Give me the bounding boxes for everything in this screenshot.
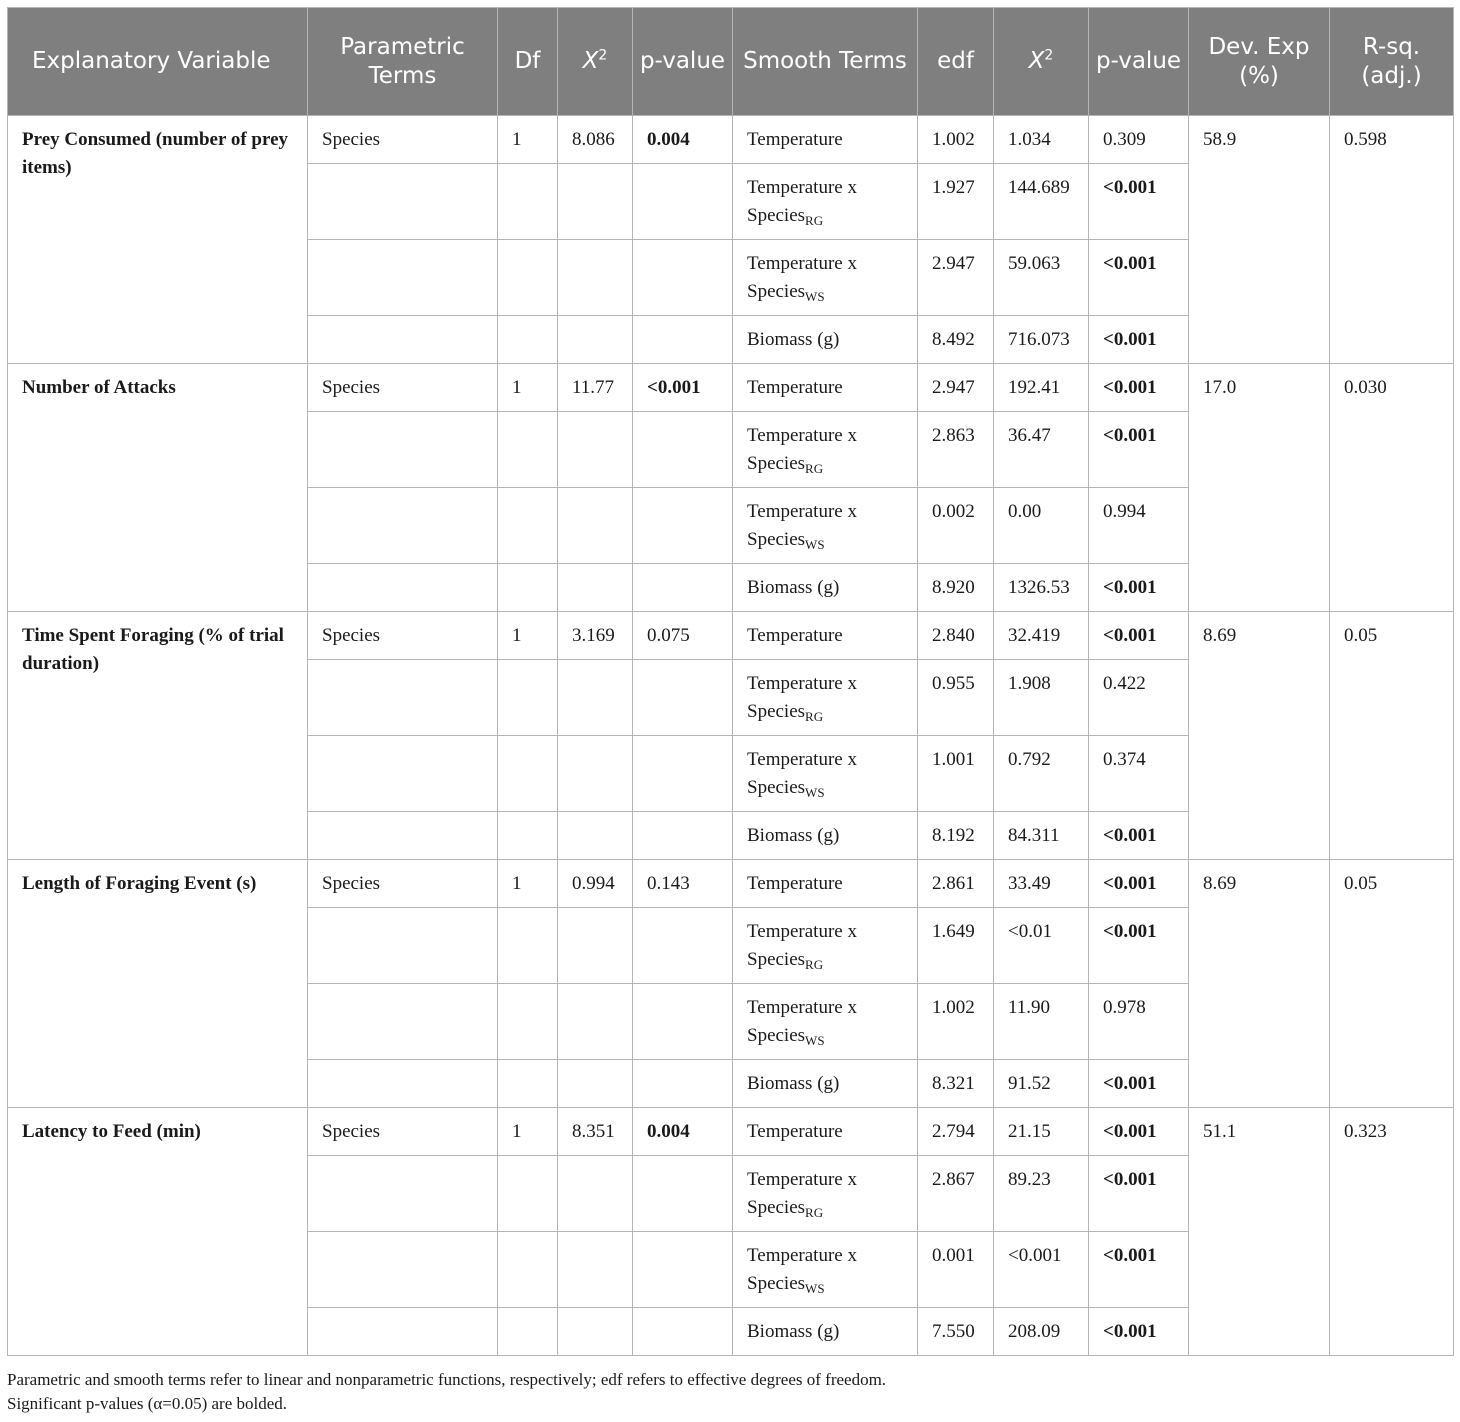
smooth-term-label: Temperature x Species bbox=[747, 501, 857, 550]
parametric-chi2 bbox=[558, 412, 633, 488]
smooth-chi2: 89.23 bbox=[994, 1156, 1089, 1232]
smooth-p-value: <0.001 bbox=[1089, 1308, 1189, 1356]
results-table bbox=[7, 7, 1454, 1356]
smooth-p-value: 0.374 bbox=[1089, 736, 1189, 812]
smooth-term bbox=[733, 488, 918, 564]
df-value bbox=[498, 736, 558, 812]
smooth-edf: 8.192 bbox=[918, 812, 994, 860]
species-subscript: WS bbox=[805, 785, 825, 800]
smooth-edf: 0.002 bbox=[918, 488, 994, 564]
smooth-chi2: 144.689 bbox=[994, 164, 1089, 240]
smooth-edf: 2.840 bbox=[918, 612, 994, 660]
parametric-term: Species bbox=[308, 612, 498, 660]
parametric-p-value bbox=[633, 908, 733, 984]
smooth-chi2: 1.034 bbox=[994, 116, 1089, 164]
smooth-p-value: <0.001 bbox=[1089, 564, 1189, 612]
table-row bbox=[8, 612, 1454, 660]
parametric-term: Species bbox=[308, 364, 498, 412]
smooth-p-value: <0.001 bbox=[1089, 364, 1189, 412]
parametric-term bbox=[308, 240, 498, 316]
parametric-chi2 bbox=[558, 1232, 633, 1308]
smooth-chi2: <0.01 bbox=[994, 908, 1089, 984]
smooth-p-value: 0.978 bbox=[1089, 984, 1189, 1060]
parametric-term bbox=[308, 1060, 498, 1108]
smooth-p-value: 0.994 bbox=[1089, 488, 1189, 564]
smooth-edf: 8.321 bbox=[918, 1060, 994, 1108]
parametric-p-value bbox=[633, 240, 733, 316]
parametric-chi2 bbox=[558, 660, 633, 736]
parametric-p-value bbox=[633, 660, 733, 736]
header-chi2-smooth bbox=[994, 8, 1089, 116]
smooth-term bbox=[733, 908, 918, 984]
footnote-2: Significant p-values (α=0.05) are bolded. bbox=[7, 1394, 288, 1413]
smooth-p-value: <0.001 bbox=[1089, 812, 1189, 860]
smooth-chi2: 192.41 bbox=[994, 364, 1089, 412]
smooth-term: Biomass (g) bbox=[733, 1308, 918, 1356]
species-subscript: WS bbox=[805, 1033, 825, 1048]
smooth-term bbox=[733, 1156, 918, 1232]
smooth-chi2: 59.063 bbox=[994, 240, 1089, 316]
species-subscript: RG bbox=[805, 213, 824, 228]
parametric-term bbox=[308, 1156, 498, 1232]
smooth-p-value: 0.422 bbox=[1089, 660, 1189, 736]
header-p-value-smooth: p-value bbox=[1089, 8, 1189, 116]
df-value bbox=[498, 984, 558, 1060]
parametric-chi2: 0.994 bbox=[558, 860, 633, 908]
explanatory-variable: Number of Attacks bbox=[8, 364, 308, 612]
dev-exp-value: 17.0 bbox=[1189, 364, 1330, 612]
header-r-sq: R-sq. (adj.) bbox=[1330, 8, 1454, 116]
explanatory-variable: Length of Foraging Event (s) bbox=[8, 860, 308, 1108]
smooth-term-label: Temperature x Species bbox=[747, 997, 857, 1046]
parametric-p-value: 0.004 bbox=[633, 1108, 733, 1156]
parametric-p-value: 0.004 bbox=[633, 116, 733, 164]
parametric-chi2 bbox=[558, 1060, 633, 1108]
smooth-p-value: <0.001 bbox=[1089, 860, 1189, 908]
parametric-chi2 bbox=[558, 736, 633, 812]
smooth-edf: 2.863 bbox=[918, 412, 994, 488]
chi-superscript: 2 bbox=[1044, 47, 1054, 64]
parametric-p-value bbox=[633, 1308, 733, 1356]
smooth-term bbox=[733, 240, 918, 316]
parametric-term bbox=[308, 564, 498, 612]
parametric-chi2 bbox=[558, 984, 633, 1060]
smooth-edf: 8.492 bbox=[918, 316, 994, 364]
dev-exp-value: 58.9 bbox=[1189, 116, 1330, 364]
species-subscript: RG bbox=[805, 957, 824, 972]
parametric-p-value bbox=[633, 412, 733, 488]
smooth-term-label: Temperature x Species bbox=[747, 253, 857, 302]
parametric-term bbox=[308, 412, 498, 488]
parametric-p-value bbox=[633, 984, 733, 1060]
parametric-p-value: 0.075 bbox=[633, 612, 733, 660]
df-value bbox=[498, 240, 558, 316]
parametric-p-value: <0.001 bbox=[633, 364, 733, 412]
parametric-p-value bbox=[633, 164, 733, 240]
smooth-term bbox=[733, 164, 918, 240]
smooth-chi2: 91.52 bbox=[994, 1060, 1089, 1108]
smooth-edf: 1.002 bbox=[918, 984, 994, 1060]
header-dev-exp: Dev. Exp (%) bbox=[1189, 8, 1330, 116]
header-smooth-terms: Smooth Terms bbox=[733, 8, 918, 116]
r-sq-value: 0.030 bbox=[1330, 364, 1454, 612]
parametric-chi2 bbox=[558, 564, 633, 612]
smooth-chi2: 1.908 bbox=[994, 660, 1089, 736]
parametric-term bbox=[308, 164, 498, 240]
explanatory-variable: Prey Consumed (number of prey items) bbox=[8, 116, 308, 364]
dev-exp-value: 8.69 bbox=[1189, 612, 1330, 860]
df-value bbox=[498, 316, 558, 364]
smooth-chi2: 11.90 bbox=[994, 984, 1089, 1060]
smooth-p-value: <0.001 bbox=[1089, 1108, 1189, 1156]
r-sq-value: 0.598 bbox=[1330, 116, 1454, 364]
chi-superscript: 2 bbox=[598, 47, 608, 64]
smooth-edf: 2.861 bbox=[918, 860, 994, 908]
smooth-term-label: Temperature x Species bbox=[747, 1169, 857, 1218]
table-row bbox=[8, 364, 1454, 412]
parametric-chi2 bbox=[558, 1156, 633, 1232]
parametric-p-value bbox=[633, 316, 733, 364]
smooth-edf: 7.550 bbox=[918, 1308, 994, 1356]
parametric-p-value bbox=[633, 488, 733, 564]
parametric-chi2: 8.086 bbox=[558, 116, 633, 164]
r-sq-value: 0.05 bbox=[1330, 860, 1454, 1108]
smooth-term-label: Temperature x Species bbox=[747, 749, 857, 798]
smooth-edf: 1.002 bbox=[918, 116, 994, 164]
parametric-chi2 bbox=[558, 240, 633, 316]
smooth-chi2: 716.073 bbox=[994, 316, 1089, 364]
dev-exp-value: 51.1 bbox=[1189, 1108, 1330, 1356]
smooth-term: Temperature bbox=[733, 116, 918, 164]
species-subscript: WS bbox=[805, 289, 825, 304]
parametric-chi2: 3.169 bbox=[558, 612, 633, 660]
footnote-1: Parametric and smooth terms refer to linear and nonparametric functions, respectively; edf refers to effective degrees of freedom. bbox=[7, 1370, 887, 1389]
df-value bbox=[498, 1232, 558, 1308]
parametric-term: Species bbox=[308, 860, 498, 908]
smooth-p-value: <0.001 bbox=[1089, 164, 1189, 240]
r-sq-value: 0.05 bbox=[1330, 612, 1454, 860]
parametric-p-value bbox=[633, 1232, 733, 1308]
df-value: 1 bbox=[498, 1108, 558, 1156]
smooth-term: Temperature bbox=[733, 1108, 918, 1156]
parametric-chi2 bbox=[558, 1308, 633, 1356]
parametric-p-value: 0.143 bbox=[633, 860, 733, 908]
smooth-edf: 8.920 bbox=[918, 564, 994, 612]
smooth-chi2: 0.792 bbox=[994, 736, 1089, 812]
smooth-term: Biomass (g) bbox=[733, 564, 918, 612]
smooth-term bbox=[733, 984, 918, 1060]
smooth-term bbox=[733, 736, 918, 812]
smooth-chi2: 1326.53 bbox=[994, 564, 1089, 612]
dev-exp-value: 8.69 bbox=[1189, 860, 1330, 1108]
smooth-term: Biomass (g) bbox=[733, 812, 918, 860]
header-row bbox=[8, 8, 1454, 116]
smooth-edf: 1.649 bbox=[918, 908, 994, 984]
smooth-term bbox=[733, 412, 918, 488]
smooth-p-value: <0.001 bbox=[1089, 316, 1189, 364]
smooth-chi2: 84.311 bbox=[994, 812, 1089, 860]
smooth-chi2: 33.49 bbox=[994, 860, 1089, 908]
parametric-term: Species bbox=[308, 1108, 498, 1156]
parametric-chi2 bbox=[558, 908, 633, 984]
df-value bbox=[498, 164, 558, 240]
parametric-term bbox=[308, 908, 498, 984]
smooth-term: Temperature bbox=[733, 364, 918, 412]
smooth-term bbox=[733, 1232, 918, 1308]
parametric-chi2 bbox=[558, 316, 633, 364]
species-subscript: WS bbox=[805, 1281, 825, 1296]
df-value bbox=[498, 564, 558, 612]
header-explanatory: Explanatory Variable bbox=[8, 8, 308, 116]
smooth-p-value: <0.001 bbox=[1089, 1232, 1189, 1308]
parametric-chi2: 8.351 bbox=[558, 1108, 633, 1156]
explanatory-variable: Latency to Feed (min) bbox=[8, 1108, 308, 1356]
parametric-p-value bbox=[633, 1060, 733, 1108]
smooth-term: Temperature bbox=[733, 612, 918, 660]
df-value bbox=[498, 412, 558, 488]
table-row bbox=[8, 1108, 1454, 1156]
table-body bbox=[8, 116, 1454, 1356]
species-subscript: WS bbox=[805, 537, 825, 552]
table-row bbox=[8, 860, 1454, 908]
smooth-term-label: Temperature x Species bbox=[747, 673, 857, 722]
smooth-chi2: 0.00 bbox=[994, 488, 1089, 564]
df-value bbox=[498, 812, 558, 860]
smooth-chi2: 208.09 bbox=[994, 1308, 1089, 1356]
smooth-p-value: <0.001 bbox=[1089, 1060, 1189, 1108]
header-edf: edf bbox=[918, 8, 994, 116]
smooth-p-value: <0.001 bbox=[1089, 908, 1189, 984]
smooth-edf: 2.947 bbox=[918, 364, 994, 412]
parametric-p-value bbox=[633, 812, 733, 860]
smooth-p-value: <0.001 bbox=[1089, 240, 1189, 316]
species-subscript: RG bbox=[805, 461, 824, 476]
df-value: 1 bbox=[498, 116, 558, 164]
smooth-p-value: <0.001 bbox=[1089, 412, 1189, 488]
smooth-chi2: <0.001 bbox=[994, 1232, 1089, 1308]
smooth-p-value: <0.001 bbox=[1089, 1156, 1189, 1232]
parametric-chi2 bbox=[558, 812, 633, 860]
species-subscript: RG bbox=[805, 709, 824, 724]
parametric-term: Species bbox=[308, 116, 498, 164]
parametric-term bbox=[308, 812, 498, 860]
parametric-term bbox=[308, 316, 498, 364]
df-value bbox=[498, 1308, 558, 1356]
smooth-term-label: Temperature x Species bbox=[747, 1245, 857, 1294]
r-sq-value: 0.323 bbox=[1330, 1108, 1454, 1356]
smooth-term-label: Temperature x Species bbox=[747, 921, 857, 970]
smooth-term: Biomass (g) bbox=[733, 1060, 918, 1108]
header-chi2-parametric bbox=[558, 8, 633, 116]
parametric-term bbox=[308, 660, 498, 736]
smooth-edf: 1.001 bbox=[918, 736, 994, 812]
parametric-chi2 bbox=[558, 164, 633, 240]
parametric-term bbox=[308, 984, 498, 1060]
df-value bbox=[498, 1156, 558, 1232]
chi-symbol: X bbox=[1028, 48, 1045, 74]
smooth-p-value: 0.309 bbox=[1089, 116, 1189, 164]
df-value bbox=[498, 908, 558, 984]
parametric-term bbox=[308, 488, 498, 564]
table-row bbox=[8, 116, 1454, 164]
smooth-term: Temperature bbox=[733, 860, 918, 908]
parametric-p-value bbox=[633, 1156, 733, 1232]
parametric-chi2 bbox=[558, 488, 633, 564]
smooth-chi2: 21.15 bbox=[994, 1108, 1089, 1156]
header-df: Df bbox=[498, 8, 558, 116]
chi-symbol: X bbox=[582, 48, 599, 74]
header-parametric-terms: Parametric Terms bbox=[308, 8, 498, 116]
df-value: 1 bbox=[498, 612, 558, 660]
header-p-value-parametric: p-value bbox=[633, 8, 733, 116]
parametric-term bbox=[308, 736, 498, 812]
df-value bbox=[498, 1060, 558, 1108]
smooth-term-label: Temperature x Species bbox=[747, 425, 857, 474]
smooth-edf: 1.927 bbox=[918, 164, 994, 240]
parametric-term bbox=[308, 1232, 498, 1308]
explanatory-variable: Time Spent Foraging (% of trial duration) bbox=[8, 612, 308, 860]
parametric-chi2: 11.77 bbox=[558, 364, 633, 412]
smooth-term bbox=[733, 660, 918, 736]
parametric-term bbox=[308, 1308, 498, 1356]
smooth-edf: 0.001 bbox=[918, 1232, 994, 1308]
smooth-p-value: <0.001 bbox=[1089, 612, 1189, 660]
parametric-p-value bbox=[633, 736, 733, 812]
smooth-edf: 2.867 bbox=[918, 1156, 994, 1232]
df-value: 1 bbox=[498, 860, 558, 908]
smooth-edf: 0.955 bbox=[918, 660, 994, 736]
df-value: 1 bbox=[498, 364, 558, 412]
smooth-edf: 2.947 bbox=[918, 240, 994, 316]
smooth-chi2: 32.419 bbox=[994, 612, 1089, 660]
parametric-p-value bbox=[633, 564, 733, 612]
smooth-term: Biomass (g) bbox=[733, 316, 918, 364]
smooth-term-label: Temperature x Species bbox=[747, 177, 857, 226]
df-value bbox=[498, 660, 558, 736]
smooth-chi2: 36.47 bbox=[994, 412, 1089, 488]
smooth-edf: 2.794 bbox=[918, 1108, 994, 1156]
species-subscript: RG bbox=[805, 1205, 824, 1220]
df-value bbox=[498, 488, 558, 564]
